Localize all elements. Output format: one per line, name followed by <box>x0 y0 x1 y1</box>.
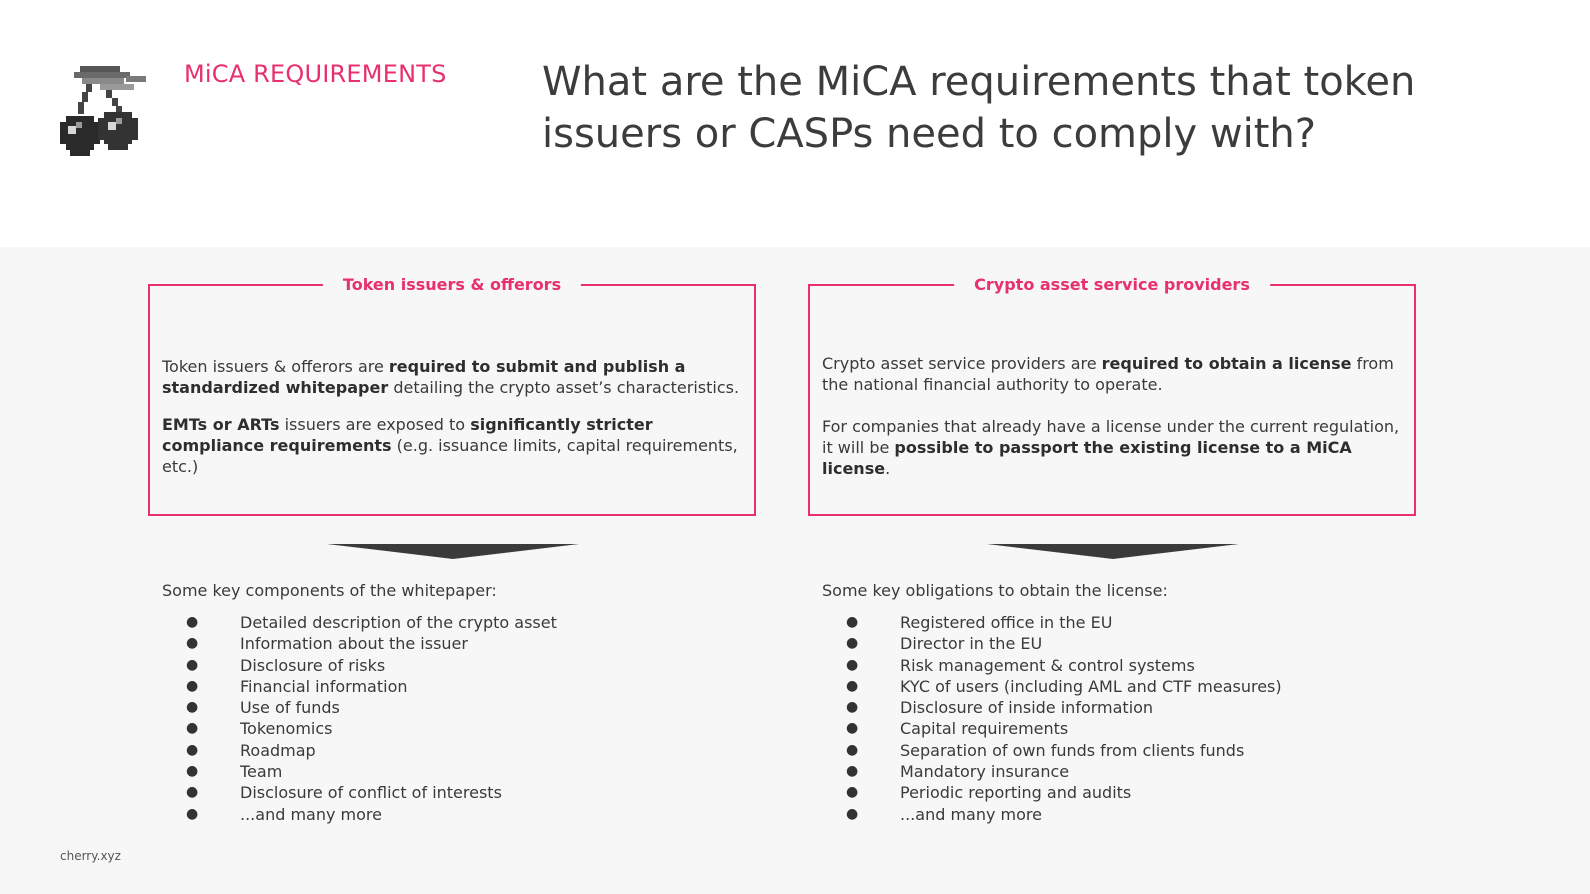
bullet-icon: ● <box>846 784 859 801</box>
token-issuers-paragraph-2 <box>162 414 742 477</box>
cherry-pixel-icon <box>60 66 146 158</box>
bullet-icon: ● <box>846 699 859 716</box>
list-item-text: Mandatory insurance <box>900 762 1070 782</box>
list-item-text: Disclosure of conflict of interests <box>240 783 502 803</box>
list-item-text: Disclosure of risks <box>240 655 386 675</box>
bold-text: significantly stricter compliance requirements <box>162 415 653 455</box>
text-span: from the national financial authority to operate. <box>822 354 1394 394</box>
list-item-text: ...and many more <box>240 804 382 824</box>
bullet-icon: ● <box>186 805 199 822</box>
section-label: MiCA REQUIREMENTS <box>184 60 447 88</box>
list-item-text: ...and many more <box>900 804 1042 824</box>
list-item-text: Separation of own funds from clients funds <box>900 740 1245 760</box>
list-item-text: Risk management & control systems <box>900 655 1195 675</box>
text-span: issuers are exposed to <box>279 415 471 434</box>
token-issuers-paragraph-1 <box>162 356 742 398</box>
token-issuers-box-title: Token issuers & offerors <box>323 274 581 296</box>
bullet-icon: ● <box>846 614 859 630</box>
bold-text: required to obtain a license <box>1101 354 1352 373</box>
text-span: (e.g. issuance limits, capital requirements, etc.) <box>162 436 738 476</box>
license-list-intro: Some key obligations to obtain the license: <box>822 581 1168 600</box>
bullet-icon: ● <box>186 763 199 780</box>
bullet-icon: ● <box>186 784 199 801</box>
bullet-icon: ● <box>186 635 199 652</box>
list-item-text: Registered office in the EU <box>900 613 1113 632</box>
list-item-text: Information about the issuer <box>240 634 468 654</box>
down-arrow-icon <box>987 544 1239 560</box>
list-item-text: Periodic reporting and audits <box>900 783 1132 803</box>
bullet-icon: ● <box>846 720 859 737</box>
whitepaper-list-intro: Some key components of the whitepaper: <box>162 581 497 600</box>
casp-box-body <box>822 353 1402 495</box>
text-span: For companies that already have a license under the current regulation, it will be <box>822 417 1400 457</box>
text-span: detailing the crypto asset’s characteristics. <box>388 378 740 397</box>
text-span: . <box>885 459 891 478</box>
token-issuers-box <box>148 275 756 516</box>
bullet-icon: ● <box>186 741 199 758</box>
bold-text: possible to passport the existing license to a MiCA license <box>822 438 1352 478</box>
list-item-text: Director in the EU <box>900 634 1043 654</box>
list-item-text: Financial information <box>240 676 408 696</box>
footer-text: cherry.xyz <box>60 849 121 863</box>
list-item-text: KYC of users (including AML and CTF measures) <box>900 676 1282 696</box>
bullet-icon: ● <box>846 656 859 673</box>
bullet-icon: ● <box>846 805 859 822</box>
list-item-text: Tokenomics <box>240 719 333 739</box>
bullet-icon: ● <box>846 635 859 652</box>
casp-paragraph-2 <box>822 416 1402 479</box>
token-issuers-box-body <box>162 356 742 493</box>
bold-text: required to submit and publish a standardized whitepaper <box>162 357 686 397</box>
list-item-text: Capital requirements <box>900 719 1069 739</box>
bullet-icon: ● <box>186 720 199 737</box>
bullet-icon: ● <box>186 656 199 673</box>
bullet-icon: ● <box>186 699 199 716</box>
bullet-icon: ● <box>846 763 859 780</box>
list-item-text: Use of funds <box>240 698 340 718</box>
list-item-text: Disclosure of inside information <box>900 698 1154 718</box>
list-item-text: Team <box>240 762 283 782</box>
bullet-icon: ● <box>186 614 199 630</box>
text-span: Token issuers & offerors are <box>162 357 389 376</box>
text-span: Crypto asset service providers are <box>822 354 1102 373</box>
list-item-text: Detailed description of the crypto asset <box>240 613 557 632</box>
bullet-icon: ● <box>846 677 859 694</box>
list-item-text: Roadmap <box>240 740 316 760</box>
bullet-icon: ● <box>846 741 859 758</box>
down-arrow-icon <box>327 544 579 560</box>
casp-box-title: Crypto asset service providers <box>954 274 1270 296</box>
page-title: What are the MiCA requirements that token issuers or CASPs need to comply with? <box>542 59 1416 157</box>
bullet-icon: ● <box>186 677 199 694</box>
bold-text: EMTs or ARTs <box>162 415 280 434</box>
casp-box <box>808 275 1416 516</box>
casp-paragraph-1 <box>822 353 1402 395</box>
